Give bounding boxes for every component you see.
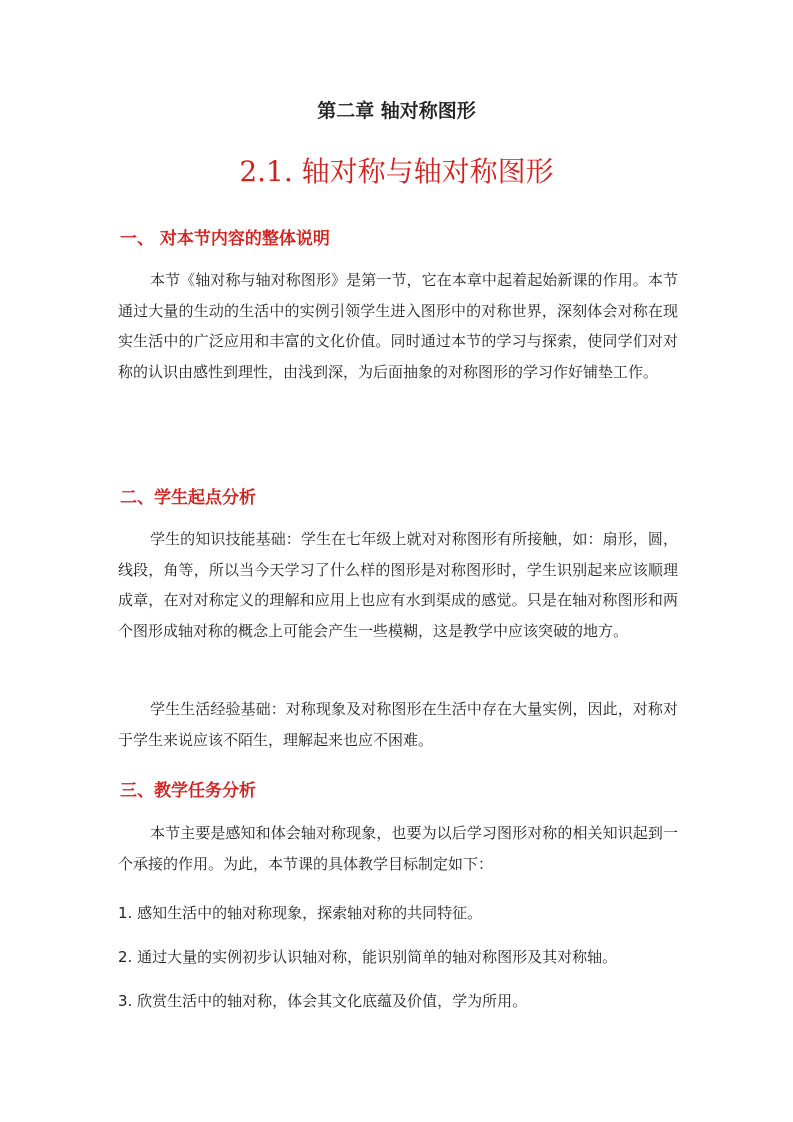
section-heading-3: 三、教学任务分析 xyxy=(120,781,256,801)
section-2-paragraph-1: 学生的知识技能基础：学生在七年级上就对对称图形有所接触，如：扇形，圆，线段，角等，所以当今天学习了什么样的图形是对称图形时，学生识别起来应该顺理成章，在对对称定义的理解和应用上也应有水到渠成的感觉。只是在轴对称图形和两个图形成轴对称的概念上可能会产生一些模糊，这是教学中应该突破的地方。 xyxy=(118,530,678,640)
section-3-paragraph: 本节主要是感知和体会轴对称现象，也要为以后学习图形对称的相关知识起到一个承接的作用。为此，本节课的具体教学目标制定如下： xyxy=(118,824,678,873)
section-title: 2.1. 轴对称与轴对称图形 xyxy=(239,155,554,188)
section-heading-2: 二、学生起点分析 xyxy=(120,488,256,508)
teaching-goal-item: 3. 欣赏生活中的轴对称，体会其文化底蕴及价值，学为所用。 xyxy=(118,992,528,1010)
chapter-title: 第二章 轴对称图形 xyxy=(317,100,476,122)
section-heading-1: 一、 对本节内容的整体说明 xyxy=(120,229,330,249)
teaching-goal-item: 1. 感知生活中的轴对称现象，探索轴对称的共同特征。 xyxy=(118,904,483,922)
section-1-paragraph: 本节《轴对称与轴对称图形》是第一节，它在本章中起着起始新课的作用。本节通过大量的生动的生活中的实例引领学生进入图形中的对称世界，深刻体会对称在现实生活中的广泛应用和丰富的文化价值。同时通过本节的学习与探索，使同学们对对称的认识由感性到理性，由浅到深，为后面抽象的对称图形的学习作好铺垫工作。 xyxy=(118,271,678,381)
section-2-paragraph-2: 学生生活经验基础：对称现象及对称图形在生活中存在大量实例，因此，对称对于学生来说应该不陌生，理解起来也应不困难。 xyxy=(118,700,678,749)
teaching-goal-item: 2. 通过大量的实例初步认识轴对称，能识别简单的轴对称图形及其对称轴。 xyxy=(118,948,618,966)
